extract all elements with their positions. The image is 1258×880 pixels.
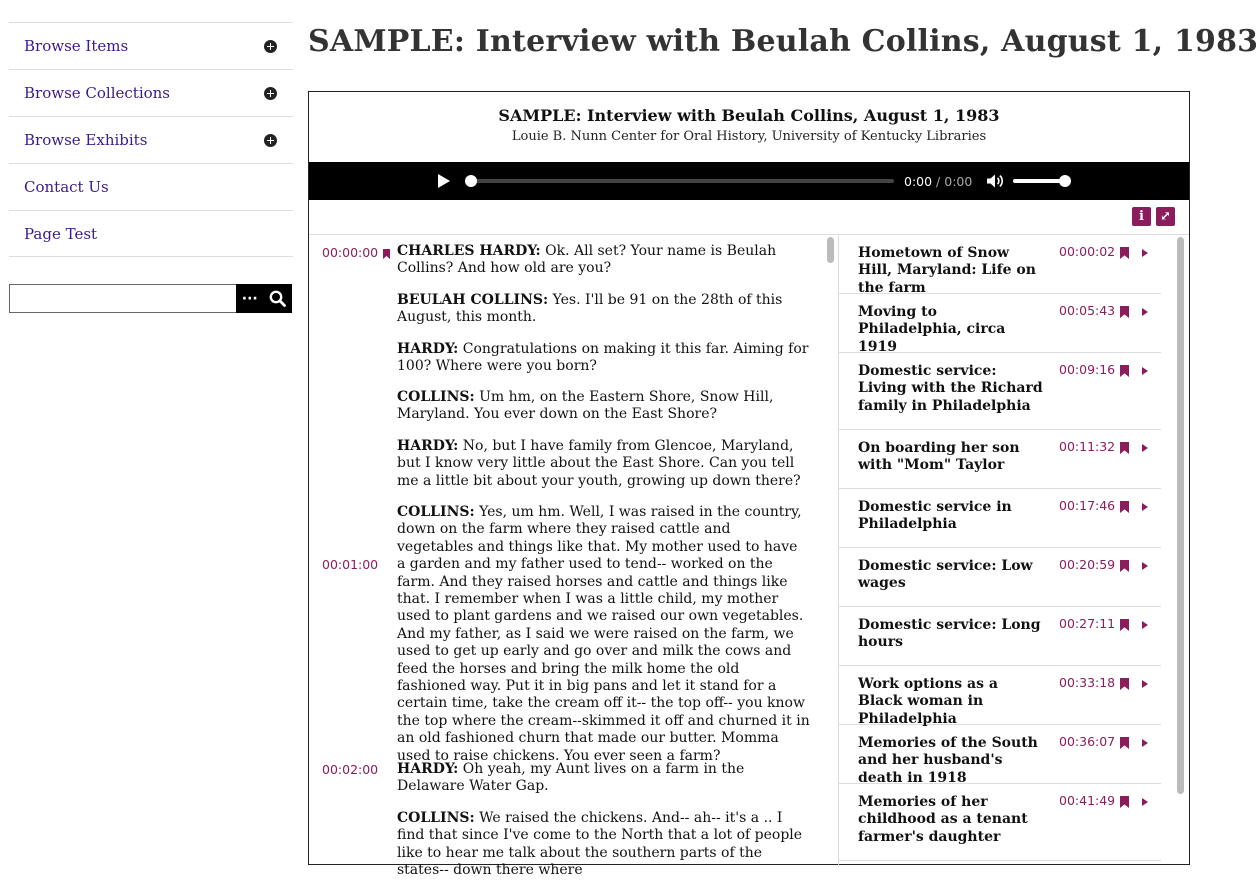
expand-arrow-icon[interactable] xyxy=(1142,367,1148,375)
index-item[interactable] xyxy=(839,353,1161,430)
index-title[interactable]: Work options as a Black woman in Philadelphia xyxy=(858,676,998,727)
viewer-subtitle: Louie B. Nunn Center for Oral History, University of Kentucky Libraries xyxy=(511,129,987,144)
utterance: Ok. All set? Your name is Beulah Collins? And how old are you? xyxy=(397,243,777,277)
timestamp-link[interactable]: 00:00:00 xyxy=(322,245,379,260)
transcript-scrollbar[interactable] xyxy=(825,235,835,865)
progress-slider[interactable] xyxy=(471,179,894,183)
speaker: HARDY: xyxy=(397,341,459,357)
time-separator: / xyxy=(932,173,945,189)
transcript-paragraph xyxy=(397,810,810,880)
plus-circle-icon[interactable] xyxy=(264,40,277,53)
speaker: CHARLES HARDY: xyxy=(397,243,541,259)
index-title[interactable]: Memories of her childhood as a tenant farmer's daughter xyxy=(858,794,1028,845)
info-button[interactable]: i xyxy=(1132,207,1151,226)
bookmark-icon[interactable] xyxy=(1120,501,1129,513)
index-title[interactable]: Hometown of Snow Hill, Maryland: Life on the farm xyxy=(858,245,1036,296)
index-time[interactable]: 00:41:49 xyxy=(1059,793,1116,808)
index-time[interactable]: 00:00:02 xyxy=(1059,244,1116,259)
nav-browse-exhibits[interactable] xyxy=(9,116,293,163)
index-time[interactable]: 00:17:46 xyxy=(1059,498,1116,513)
nav-page-test[interactable] xyxy=(9,210,293,257)
speaker: COLLINS: xyxy=(397,389,475,405)
index-time[interactable]: 00:20:59 xyxy=(1059,557,1116,572)
bookmark-icon[interactable] xyxy=(1120,442,1129,454)
audio-player xyxy=(421,162,1078,200)
expand-arrow-icon[interactable] xyxy=(1142,503,1148,511)
plus-circle-icon[interactable] xyxy=(264,87,277,100)
transcript-paragraph xyxy=(397,761,810,796)
utterance: Um hm, on the Eastern Shore, Snow Hill, Maryland. You ever down on the East Shore? xyxy=(397,389,774,423)
audio-player-bar xyxy=(309,162,1189,200)
speaker: COLLINS: xyxy=(397,810,475,826)
transcript-paragraph xyxy=(397,292,810,327)
expand-arrow-icon[interactable] xyxy=(1142,621,1148,629)
index-panel xyxy=(838,235,1163,865)
bookmark-icon[interactable] xyxy=(1120,247,1129,259)
index-item[interactable] xyxy=(839,294,1161,353)
nav-contact-us[interactable] xyxy=(9,163,293,210)
bookmark-icon[interactable] xyxy=(1120,365,1129,377)
index-title[interactable]: Moving to Philadelphia, circa 1919 xyxy=(858,304,1006,355)
expand-arrow-icon[interactable] xyxy=(1142,739,1148,747)
index-title[interactable]: Memories of the South and her husband's death in 1918 xyxy=(858,735,1038,786)
volume-slider[interactable] xyxy=(1013,179,1065,183)
play-icon[interactable] xyxy=(438,174,450,188)
volume-knob[interactable] xyxy=(1059,175,1071,187)
speaker: HARDY: xyxy=(397,438,459,454)
expand-arrow-icon[interactable] xyxy=(1142,680,1148,688)
volume-icon[interactable] xyxy=(986,173,1005,189)
index-title[interactable]: Domestic service: Long hours xyxy=(858,617,1041,651)
transcript-paragraph xyxy=(397,243,810,278)
bookmark-icon[interactable] xyxy=(1120,306,1129,318)
index-item[interactable] xyxy=(839,784,1161,861)
index-title[interactable]: On boarding her son with "Mom" Taylor xyxy=(858,440,1020,474)
viewer-title: SAMPLE: Interview with Beulah Collins, August 1, 1983 xyxy=(498,106,1000,125)
search-input[interactable] xyxy=(9,284,236,313)
index-time[interactable]: 00:11:32 xyxy=(1059,439,1116,454)
nav-label: Browse Collections xyxy=(24,84,171,102)
search-form xyxy=(9,284,292,313)
index-item[interactable] xyxy=(839,725,1161,784)
utterance: Oh yeah, my Aunt lives on a farm in the Delaware Water Gap. xyxy=(397,761,745,795)
scrollbar-thumb[interactable] xyxy=(827,237,834,263)
transcript-paragraph xyxy=(397,389,810,424)
utterance: We raised the chickens. And-- ah-- it's a .. I find that since I've come to the North that a lot of people like to hear me talk about the southern parts of the states-- down there where xyxy=(397,810,803,879)
utterance: Congratulations on making it this far. Aiming for 100? Where were you born? xyxy=(397,341,809,375)
time-display xyxy=(904,174,972,189)
index-title[interactable]: Domestic service in Philadelphia xyxy=(858,499,1012,533)
speaker: HARDY: xyxy=(397,761,459,777)
transcript-panel xyxy=(309,235,837,879)
utterance: No, but I have family from Glencoe, Maryland, but I know very little about the East Shore. Can you tell me a little bit about your youth, growing up down there? xyxy=(397,438,801,489)
index-item[interactable] xyxy=(839,235,1161,294)
index-time[interactable]: 00:05:43 xyxy=(1059,303,1116,318)
nav-label: Browse Items xyxy=(24,37,129,55)
index-time[interactable]: 00:27:11 xyxy=(1059,616,1116,631)
utterance: Yes, um hm. Well, I was raised in the country, down on the farm where they raised cattle and vegetables and things like that. My mother used to have a garden and my father used to tend-- worked on the farm. And they raised horses and cattle and things like that. I remember when I was a little child, my mother used to plant gardens and we raised our own vegetables. And my father, as I said we were raised on the farm, we used to get up early and go over and milk the cows and feed the horses and bring the milk home the old fashioned way. Put it in big pans and let it stand for a certain time, take the cream off it-- the top off-- you know the top where the cream--skimmed it off and churned it in an old fashioned churn that made our butter. Momma used to raise chickens. You ever seen a farm? xyxy=(397,504,810,764)
index-item[interactable] xyxy=(839,607,1161,666)
timestamp-link[interactable]: 00:01:00 xyxy=(322,557,379,572)
plus-circle-icon[interactable] xyxy=(264,134,277,147)
transcript-paragraph xyxy=(397,341,810,376)
index-scrollbar[interactable] xyxy=(1175,235,1185,865)
bookmark-icon[interactable] xyxy=(1120,678,1129,690)
index-time[interactable]: 00:09:16 xyxy=(1059,362,1116,377)
index-item[interactable] xyxy=(839,548,1161,607)
nav-browse-collections[interactable] xyxy=(9,69,293,116)
expand-arrow-icon[interactable] xyxy=(1142,444,1148,452)
sidebar-nav xyxy=(9,22,293,257)
expand-arrow-icon[interactable] xyxy=(1142,562,1148,570)
nav-browse-items[interactable] xyxy=(9,22,293,69)
search-options-button[interactable]: ··· xyxy=(241,290,258,307)
index-item[interactable] xyxy=(839,666,1161,725)
oral-history-viewer xyxy=(308,91,1190,879)
bookmark-icon[interactable] xyxy=(1120,560,1129,572)
utterance: Yes. I'll be 91 on the 28th of this August, this month. xyxy=(397,292,783,326)
transcript-paragraph xyxy=(397,438,810,490)
search-icon[interactable] xyxy=(269,290,286,307)
expand-arrow-icon[interactable] xyxy=(1142,798,1148,806)
nav-label: Contact Us xyxy=(24,178,109,196)
page-title: SAMPLE: Interview with Beulah Collins, August 1, 1983 xyxy=(308,24,1258,59)
index-item[interactable] xyxy=(839,489,1161,548)
bookmark-icon[interactable] xyxy=(383,249,390,259)
scrollbar-thumb[interactable] xyxy=(1177,237,1184,794)
speaker: COLLINS: xyxy=(397,504,475,520)
bookmark-icon[interactable] xyxy=(1120,796,1129,808)
progress-knob[interactable] xyxy=(465,175,477,187)
current-time: 0:00 xyxy=(904,173,933,189)
bookmark-icon[interactable] xyxy=(1120,619,1129,631)
index-title[interactable]: Domestic service: Living with the Richard family in Philadelphia xyxy=(858,363,1043,414)
viewer-toolbar xyxy=(309,200,1189,235)
transcript-paragraph xyxy=(397,504,810,765)
fullscreen-button[interactable]: ⤢ xyxy=(1156,207,1175,226)
expand-arrow-icon[interactable] xyxy=(1142,308,1148,316)
viewer-header xyxy=(309,92,1189,162)
index-time[interactable]: 00:33:18 xyxy=(1059,675,1116,690)
search-buttons xyxy=(236,284,292,313)
duration: 0:00 xyxy=(944,173,973,189)
index-time[interactable]: 00:36:07 xyxy=(1059,734,1116,749)
speaker: BEULAH COLLINS: xyxy=(397,292,549,308)
timestamp-link[interactable]: 00:02:00 xyxy=(322,762,379,777)
index-item[interactable] xyxy=(839,430,1161,489)
nav-label: Page Test xyxy=(24,224,98,243)
nav-label: Browse Exhibits xyxy=(24,131,148,149)
expand-arrow-icon[interactable] xyxy=(1142,249,1148,257)
bookmark-icon[interactable] xyxy=(1120,737,1129,749)
index-title[interactable]: Domestic service: Low wages xyxy=(858,558,1033,592)
